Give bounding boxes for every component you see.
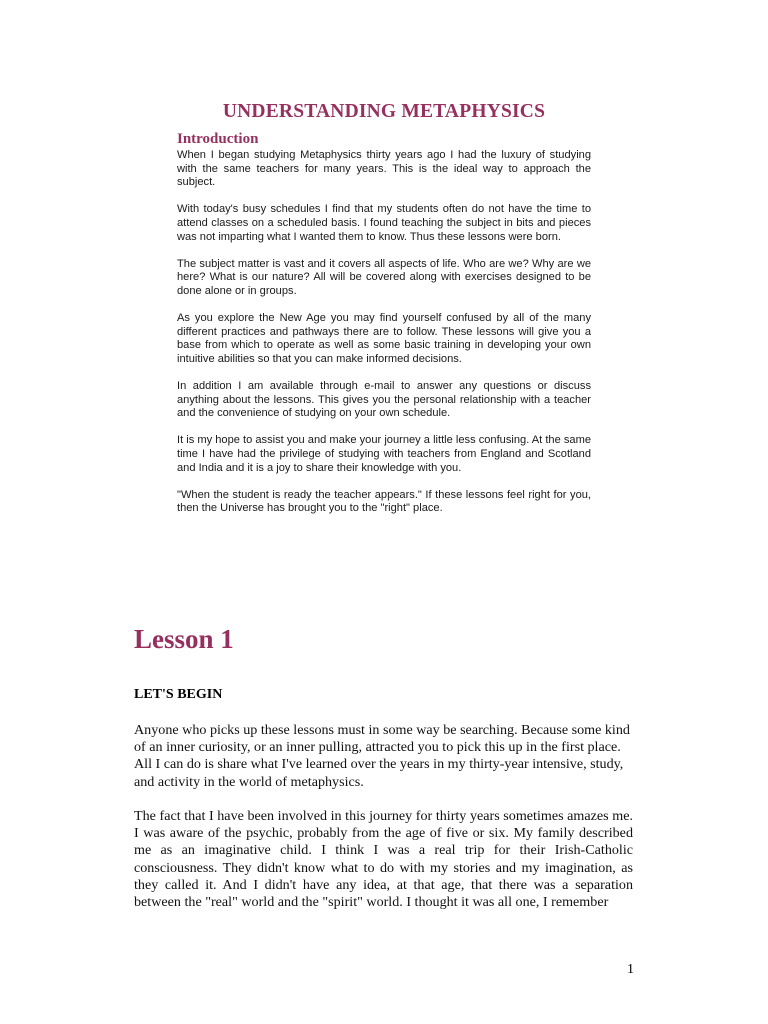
intro-paragraph: In addition I am available through e-mail to answer any questions or discuss anything about the lessons. This gives you the personal relationship with a teacher and the convenience of studying on your own schedule. bbox=[177, 380, 591, 420]
lesson-title: Lesson 1 bbox=[134, 624, 234, 654]
document-title: UNDERSTANDING METAPHYSICS bbox=[222, 101, 546, 123]
introduction-heading: Introduction bbox=[177, 131, 259, 147]
intro-paragraph: When I began studying Metaphysics thirty years ago I had the luxury of studying with the same teachers for many years. This is the ideal way to approach the subject. bbox=[177, 149, 591, 189]
lesson-subheading: LET'S BEGIN bbox=[134, 687, 223, 702]
intro-paragraph: It is my hope to assist you and make your journey a little less confusing. At the same time I have had the privilege of studying with teachers from England and Scotland and India and it is a joy to share their knowledge with you. bbox=[177, 434, 591, 474]
intro-paragraph: The subject matter is vast and it covers all aspects of life. Who are we? Why are we here? What is our nature? All will be covered along with exercises designed to be done alone or in groups. bbox=[177, 257, 591, 297]
lesson-body bbox=[134, 722, 633, 928]
page-number: 1 bbox=[627, 962, 634, 977]
intro-paragraph: With today's busy schedules I find that my students often do not have the time to attend classes on a scheduled basis. I found teaching the subject in bits and pieces was not imparting what I wanted them to know. Thus these lessons were born. bbox=[177, 203, 591, 243]
lesson-paragraph: Anyone who picks up these lessons must in some way be searching. Because some kind of an inner curiosity, or an inner pulling, attracted you to pick this up in the first place. All I can do is share what I've learned over the years in my thirty-year intensive, study, and activity in the world of metaphysics. bbox=[134, 722, 630, 790]
lesson-paragraph: The fact that I have been involved in this journey for thirty years sometimes amazes me. I was aware of the psychic, probably from the age of five or six. My family described me as an imaginative child. I think I was a real trip for their Irish-Catholic consciousness. They didn't know what to do with my stories and my imagination, as they called it. And I didn't have any idea, at that age, that there was a separation between the "real" world and the "spirit" world. I thought it was all one, I remember bbox=[134, 808, 633, 911]
introduction-section bbox=[177, 130, 591, 530]
intro-paragraph: "When the student is ready the teacher appears." If these lessons feel right for you, then the Universe has brought you to the "right" place. bbox=[177, 488, 591, 515]
intro-paragraph: As you explore the New Age you may find yourself confused by all of the many different practices and pathways there are to follow. These lessons will give you a base from which to operate as well as some basic training in developing your own intuitive abilities so that you can make informed decisions. bbox=[177, 312, 591, 365]
